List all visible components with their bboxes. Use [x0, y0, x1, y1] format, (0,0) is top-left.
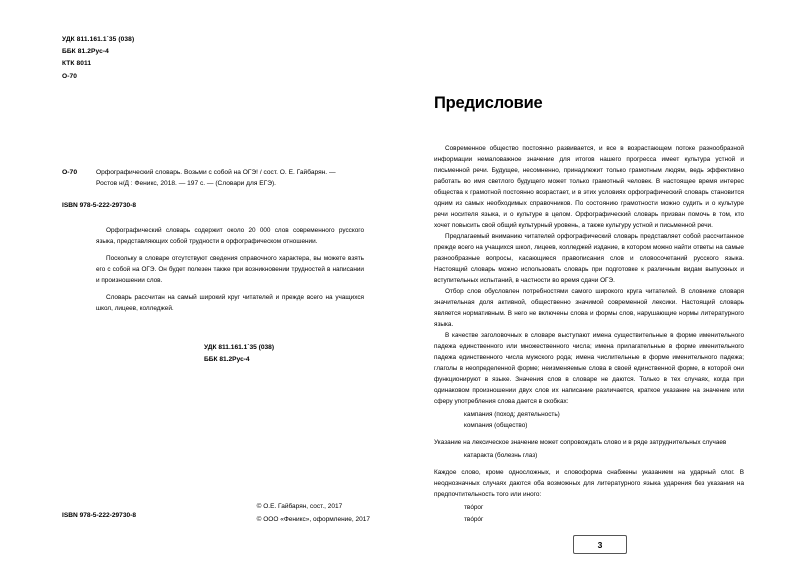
- annotation-paragraph: Словарь рассчитан на самый широкий круг читателей и прежде всего на учащихся школ, лицеев, колледжей.: [96, 293, 364, 312]
- copyright-line-author: © О.Е. Гайбарян, сост., 2017: [256, 503, 343, 510]
- annotation-paragraph: Поскольку в словаре отсутствуют сведения справочного характера, вы можете взять его с собой на ОГЭ. Он будет полезен также при возникновении трудностей в написании и произношении слов.: [96, 254, 364, 284]
- preface-paragraph: Предлагаемый вниманию читателей орфографический словарь представляет собой рассчитанное прежде всего на учащихся школ, лицеев, колледжей издание, в котором можно найти ответы на самые разнообразные вопросы, касающиеся правописания слов и словосочетаний русского языка. Настоящий словарь можно использовать словарь при подготовке к различным видам выпускных и вступительных испытаний, в частности во время сдачи ОГЭ.: [434, 233, 744, 285]
- example-line: компания (общество): [464, 422, 528, 430]
- preface-note: Указание на лексическое значение может сопровождать слово и в ряде затруднительных случаев: [434, 439, 727, 447]
- right-page: [400, 0, 800, 582]
- example-line: кампания (поход; деятельность): [464, 411, 560, 419]
- copyright-line-publisher: © ООО «Феникс», оформление, 2017: [256, 516, 370, 523]
- shelf-code-line: О-70: [62, 72, 78, 80]
- classification-block: [62, 34, 366, 83]
- ktk-line: КТК 8011: [62, 60, 92, 68]
- example-group-meaning: [464, 450, 744, 461]
- page-title: Предисловие: [434, 94, 543, 112]
- annotation-paragraph: Орфографический словарь содержит около 20 000 слов современного русского языка, представляющих собой трудности в орфографическом отношении.: [96, 226, 364, 245]
- udk-line: УДК 811.161.1`35 (038): [62, 36, 135, 43]
- isbn-top: ISBN 978-5-222-29730-8: [62, 201, 137, 209]
- preface-note: Каждое слово, кроме односложных, и словоформа снабжены указанием на ударный слог. В неоднозначных случаях даются оба возможных для литературного языка ударения без указания на предпочтительность того или иного:: [434, 469, 744, 499]
- cip-description: [96, 167, 366, 190]
- page-number: 3: [573, 535, 627, 554]
- annotation-block: [96, 225, 364, 314]
- cip-row: [62, 167, 366, 190]
- bbk-line: ББК 81.2Рус-4: [62, 48, 109, 56]
- example-line: катаракта (болезнь глаз): [464, 452, 538, 460]
- cip-description-line-2: Ростов н/Д : Феникс, 2018. — 197 с. — (Словари для ЕГЭ).: [96, 180, 277, 188]
- preface-paragraph: Отбор слов обусловлен потребностями самого широкого круга читателей. В словнике словаря значительная доля активной, общественно значимой современной лексики. Настоящий словарь является нормативным. В него не включены слова и формы слов, нарушающие нормы литературного языка.: [434, 288, 744, 329]
- example-group-stress: [464, 502, 744, 524]
- example-line: твóрог: [464, 504, 484, 512]
- preface-body: [434, 143, 744, 525]
- preface-paragraph: Современное общество постоянно развивается, и все в возрастающем потоке разнообразной информации немаловажное значение для итогов нашего прогресса имеет культура устной и письменной речи. Будущее, несомненно, принадлежит только грамотным людям, ведь эффективно работать во имя светлого будущего может только грамотный человек. В настоящее время интерес общества к грамотной постоянно возрастает, и в этих условиях орфографический словарь становится одним из самых необходимых справочников. По состоянию грамотности можно судить и о культуре речи носителя языка, и о культуре в целом. Орфографический словарь призван помочь в том, кто хочет повысить свой общий культурный уровень, а также культуру устной и письменной речи.: [434, 145, 744, 230]
- isbn-bottom: ISBN 978-5-222-29730-8: [62, 512, 137, 519]
- preface-paragraph: В качестве заголовочных в словаре выступают имена существительные в форме именительного падежа единственного или множественного числа; имена прилагательные в форме именительного падежа единственного числа мужского рода; имена числительные в форме именительного падежа; глаголы в неопределенной форме; неизменяемые слова в своей единственной форме, в которой они функционируют в языке. Значения слов в словаре не даются. Только в тех случаях, когда при одинаковом произношении двух слов их написание различается, краткое указание на значение или сферу употребления слова дается в скобках:: [434, 332, 744, 406]
- example-line: твóрóг: [464, 515, 484, 523]
- cip-code: О-70: [62, 168, 78, 176]
- copyright-block: [257, 500, 370, 526]
- example-group-homophones: [464, 409, 744, 431]
- bbk-line-repeat: ББК 81.2Рус-4: [204, 356, 250, 364]
- classification-repeat-block: [204, 342, 366, 367]
- cip-record: [62, 167, 366, 209]
- udk-line-repeat: УДК 811.161.1`35 (038): [204, 343, 275, 351]
- cip-description-line-1: Орфографический словарь. Возьми с собой на ОГЭ! / сост. О. Е. Гайбарян. —: [96, 168, 336, 176]
